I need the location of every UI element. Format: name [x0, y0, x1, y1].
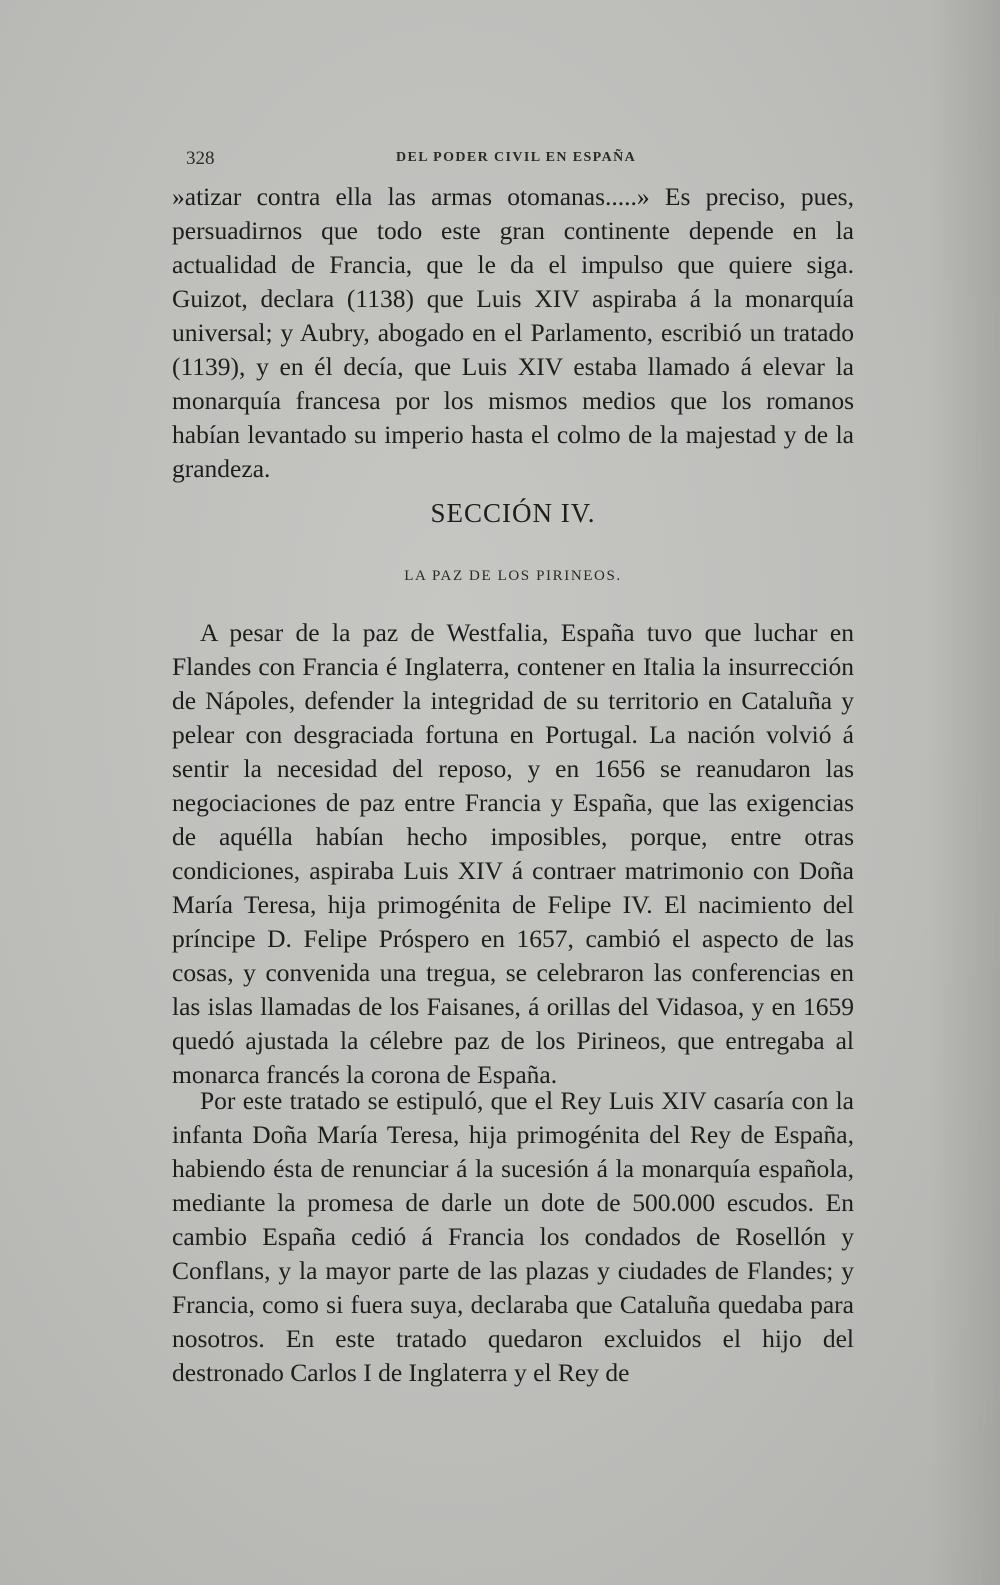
- section-subtitle: LA PAZ DE LOS PIRINEOS.: [404, 568, 622, 584]
- paragraph-text: Por este tratado se estipuló, que el Rey Luis XIV casaría con la infanta Doña María Teresa, hija primogénita del Rey de España, habiendo ésta de renunciar á la sucesión á la monarquía española, mediante la promesa de darle un dote de 500.000 escudos. En cambio España cedió á Francia los condados de Rosellón y Conflans, y la mayor parte de las plazas y ciudades de Flandes; y Francia, como si fuera suya, declaraba que Cataluña quedaba para nosotros. En este tratado quedaron excluidos el hijo del destronado Carlos I de Inglaterra y el Rey de: [172, 1086, 854, 1387]
- paragraph-continuation: [172, 180, 854, 486]
- page-number: 328: [186, 148, 215, 169]
- running-head: [186, 148, 642, 172]
- paragraph-peace-of-westphalia: [172, 616, 854, 1092]
- running-title: DEL PODER CIVIL EN ESPAÑA: [396, 150, 637, 165]
- section-heading: SECCIÓN IV.: [430, 498, 596, 528]
- paragraph-text: A pesar de la paz de Westfalia, España tuvo que luchar en Flandes con Francia é Inglaterra, contener en Italia la insurrección de Nápoles, defender la integridad de su territorio en Cataluña y pelear con desgraciada fortuna en Portugal. La nación volvió á sentir la necesidad del reposo, y en 1656 se reanudaron las negociaciones de paz entre Francia y España, que las exigencias de aquélla habían hecho imposibles, porque, entre otras condiciones, aspiraba Luis XIV á contraer matrimonio con Doña María Teresa, hija primogénita de Felipe IV. El nacimiento del príncipe D. Felipe Próspero en 1657, cambió el aspecto de las cosas, y convenida una tregua, se celebraron las conferencias en las islas llamadas de los Faisanes, á orillas del Vidasoa, y en 1659 quedó ajustada la célebre paz de los Pirineos, que entregaba al monarca francés la corona de España.: [172, 618, 854, 1089]
- paragraph-text: »atizar contra ella las armas otomanas.....» Es preciso, pues, persuadirnos que todo este gran continente depende en la actualidad de Francia, que le da el impulso que quiere siga. Guizot, declara (1138) que Luis XIV aspiraba á la monarquía universal; y Aubry, abogado en el Parlamento, escribió un tratado (1139), y en él decía, que Luis XIV estaba llamado á elevar la monarquía francesa por los mismos medios que los romanos habían levantado su imperio hasta el colmo de la majestad y de la grandeza.: [172, 182, 854, 483]
- paragraph-treaty-terms: [172, 1084, 854, 1390]
